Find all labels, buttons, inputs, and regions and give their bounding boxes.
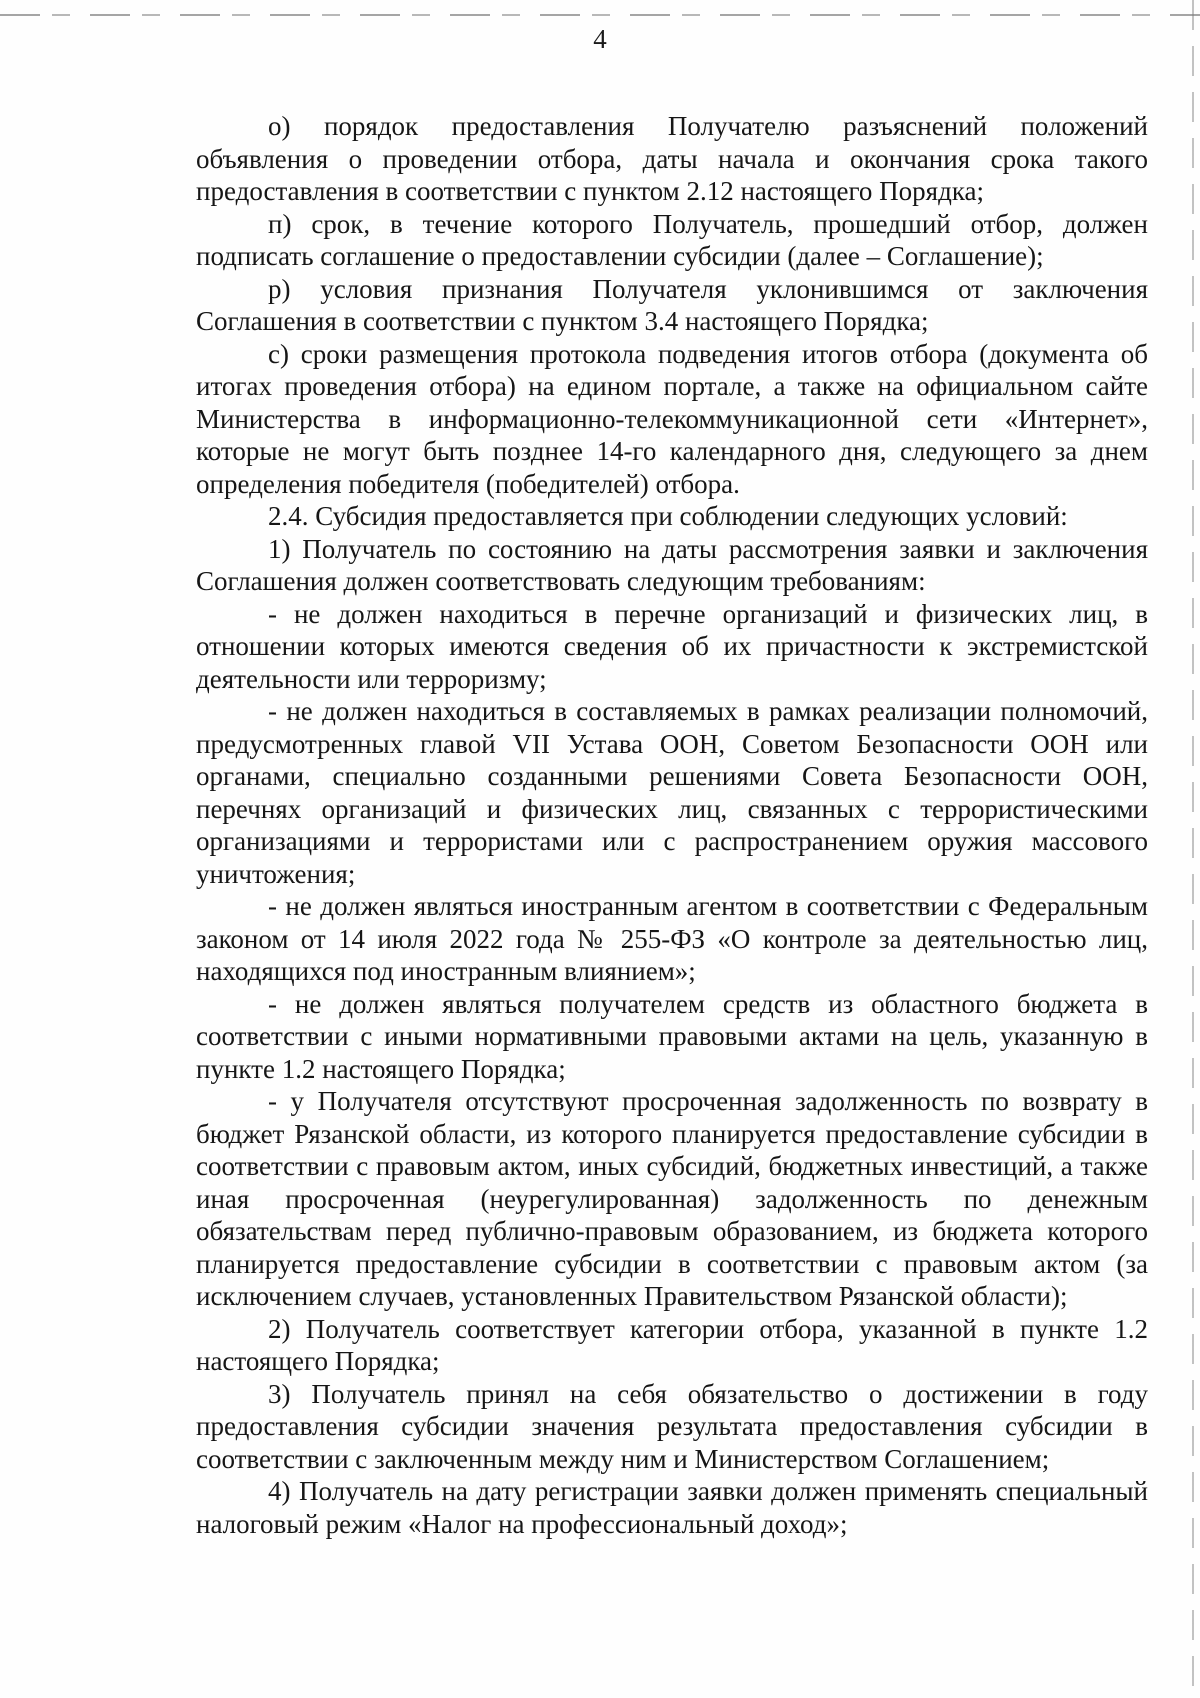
paragraph-condition-3: 3) Получатель принял на себя обязательство о достижении в году предоставления субсидии значения результата предоставления субсидии в соответствии с заключенным между ним и Министерством Соглашением;: [196, 1378, 1148, 1474]
scan-edge-right: [1192, 0, 1194, 1698]
document-body: [196, 110, 1148, 1540]
scan-edge-top: [0, 14, 1200, 16]
paragraph-r: р) условия признания Получателя уклонившимся от заключения Соглашения в соответствии с пунктом 3.4 настоящего Порядка;: [196, 273, 1148, 336]
paragraph-s: с) сроки размещения протокола подведения итогов отбора (документа об итогах проведения отбора) на едином портале, а также на официальном сайте Министерства в информационно-телекоммуникационной сети «Интернет», которые не могут быть позднее 14-го календарного дня, следующего за днем определения победителя (победителей) отбора.: [196, 338, 1148, 499]
paragraph-p: п) срок, в течение которого Получатель, прошедший отбор, должен подписать соглашение о предоставлении субсидии (далее – Соглашение);: [196, 208, 1148, 271]
paragraph-o: о) порядок предоставления Получателю разъяснений положений объявления о проведении отбора, даты начала и окончания срока такого предоставления в соответствии с пунктом 2.12 настоящего Порядка;: [196, 111, 1148, 206]
paragraph-condition-4: 4) Получатель на дату регистрации заявки должен применять специальный налоговый режим «Налог на профессиональный доход»;: [196, 1476, 1148, 1539]
paragraph-condition-1: 1) Получатель по состоянию на даты рассмотрения заявки и заключения Соглашения должен соответствовать следующим требованиям:: [196, 533, 1148, 596]
paragraph-requirement-debt: - у Получателя отсутствуют просроченная задолженность по возврату в бюджет Рязанской области, из которого планируется предоставление субсидии в соответствии с правовым актом, иных субсидий, бюджетных инвестиций, а также иная просроченная (неурегулированная) задолженность по денежным обязательствам перед публично-правовым образованием, из бюджета которого планируется предоставление субсидии в соответствии с правовым актом (за исключением случаев, установленных Правительством Рязанской области);: [196, 1086, 1148, 1311]
paragraph-condition-2: 2) Получатель соответствует категории отбора, указанной в пункте 1.2 настоящего Порядка;: [196, 1313, 1148, 1376]
paragraph-requirement-un-lists: - не должен находиться в составляемых в рамках реализации полномочий, предусмотренных главой VII Устава ООН, Советом Безопасности ООН или органами, специально созданными решениями Совета Безопасности ООН, перечнях организаций и физических лиц, связанных с террористическими организациями и террористами или с распространением оружия массового уничтожения;: [196, 696, 1148, 889]
paragraph-requirement-extremism: - не должен находиться в перечне организаций и физических лиц, в отношении которых имеются сведения об их причастности к экстремистской деятельности или терроризму;: [196, 598, 1148, 694]
paragraph-2-4: 2.4. Субсидия предоставляется при соблюдении следующих условий:: [268, 501, 1068, 531]
page-number: 4: [593, 24, 607, 54]
paragraph-requirement-budget-recipient: - не должен являться получателем средств из областного бюджета в соответствии с иными нормативными правовыми актами на цель, указанную в пункте 1.2 настоящего Порядка;: [196, 988, 1148, 1084]
paragraph-requirement-foreign-agent: - не должен являться иностранным агентом в соответствии с Федеральным законом от 14 июля 2022 года № 255-ФЗ «О контроле за деятельностью лиц, находящихся под иностранным влиянием»;: [196, 891, 1148, 986]
